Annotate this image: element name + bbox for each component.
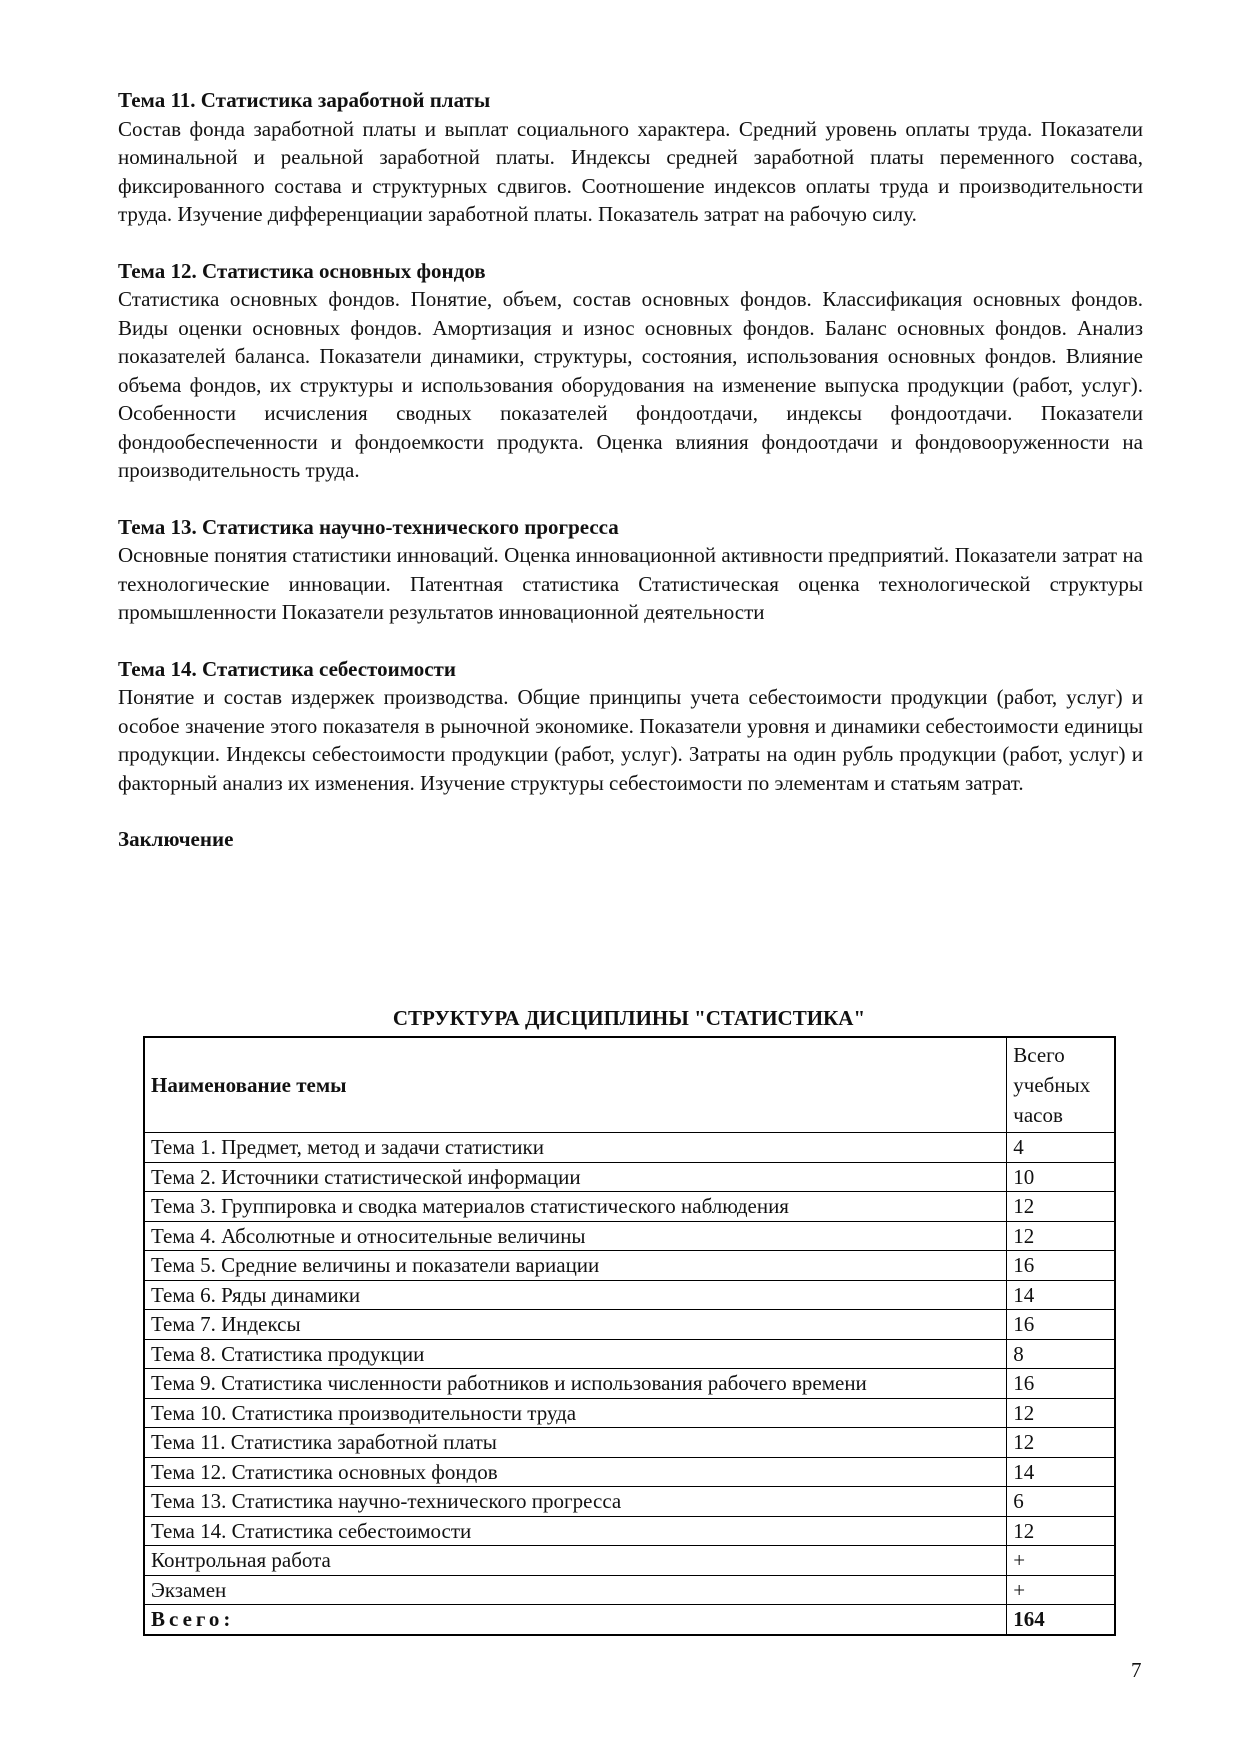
topic-hours: + bbox=[1007, 1546, 1115, 1576]
topic-hours: 12 bbox=[1007, 1398, 1115, 1428]
table-row bbox=[144, 1133, 1115, 1163]
topic-hours: 6 bbox=[1007, 1487, 1115, 1517]
topic-name: Тема 13. Статистика научно-технического прогресса bbox=[144, 1487, 1007, 1517]
conclusion-heading: Заключение bbox=[118, 827, 234, 851]
table-row bbox=[144, 1221, 1115, 1251]
topic-name: Тема 1. Предмет, метод и задачи статистики bbox=[144, 1133, 1007, 1163]
section-topic-12 bbox=[118, 257, 1143, 485]
topic-hours: 16 bbox=[1007, 1369, 1115, 1399]
section-body: Понятие и состав издержек производства. Общие принципы учета себестоимости продукции (работ, услуг) и особое значение этого показателя в рыночной экономике. Показатели уровня и динамики себестоимости единицы продукции. Индексы себестоимости продукции (работ, услуг). Затраты на один рубль продукции (работ, услуг) и факторный анализ их изменения. Изучение структуры себестоимости по элементам и статьям затрат. bbox=[118, 685, 1143, 795]
table-row bbox=[144, 1310, 1115, 1340]
topic-hours: 14 bbox=[1007, 1457, 1115, 1487]
section-topic-14 bbox=[118, 655, 1143, 798]
topic-hours: + bbox=[1007, 1575, 1115, 1605]
section-body: Основные понятия статистики инноваций. Оценка инновационной активности предприятий. Показатели затрат на технологические инновации. Патентная статистика Статистическая оценка технологической структуры промышленности Показатели результатов инновационной деятельности bbox=[118, 543, 1143, 624]
topic-name: Тема 9. Статистика численности работников и использования рабочего времени bbox=[144, 1369, 1007, 1399]
document-page bbox=[118, 86, 1143, 854]
topic-hours: 10 bbox=[1007, 1162, 1115, 1192]
section-body: Состав фонда заработной платы и выплат социального характера. Средний уровень оплаты труда. Показатели номинальной и реальной заработной платы. Индексы средней заработной платы переменного состава, фиксированного состава и структурных сдвигов. Соотношение индексов оплаты труда и производительности труда. Изучение дифференциации заработной платы. Показатель затрат на рабочую силу. bbox=[118, 116, 1143, 226]
topic-hours: 12 bbox=[1007, 1516, 1115, 1546]
table-row bbox=[144, 1546, 1115, 1576]
table-row bbox=[144, 1280, 1115, 1310]
table-row bbox=[144, 1457, 1115, 1487]
section-title: Тема 13. Статистика научно-технического прогресса bbox=[118, 514, 619, 539]
topic-name: Тема 3. Группировка и сводка материалов статистического наблюдения bbox=[144, 1192, 1007, 1222]
total-row bbox=[144, 1605, 1115, 1635]
topic-hours: 16 bbox=[1007, 1310, 1115, 1340]
total-hours: 164 bbox=[1007, 1605, 1115, 1635]
topic-name: Тема 6. Ряды динамики bbox=[144, 1280, 1007, 1310]
topic-name: Тема 7. Индексы bbox=[144, 1310, 1007, 1340]
section-body: Статистика основных фондов. Понятие, объем, состав основных фондов. Классификация основных фондов. Виды оценки основных фондов. Амортизация и износ основных фондов. Баланс основных фондов. Анализ показателей баланса. Показатели динамики, структуры, состояния, использования основных фондов. Влияние объема фондов, их структуры и использования оборудования на изменение выпуска продукции (работ, услуг). Особенности исчисления сводных показателей фондоотдачи, индексы фондоотдачи. Показатели фондообеспеченности и фондоемкости продукта. Оценка влияния фондоотдачи и фондовооруженности на производительность труда. bbox=[118, 287, 1143, 482]
topic-name: Тема 8. Статистика продукции bbox=[144, 1339, 1007, 1369]
topic-hours: 14 bbox=[1007, 1280, 1115, 1310]
topic-name: Контрольная работа bbox=[144, 1546, 1007, 1576]
section-topic-11 bbox=[118, 86, 1143, 229]
table-header-row bbox=[144, 1037, 1115, 1133]
section-title: Тема 12. Статистика основных фондов bbox=[118, 258, 486, 283]
page-number: 7 bbox=[1131, 1658, 1142, 1682]
table-row bbox=[144, 1428, 1115, 1458]
total-label: Всего: bbox=[144, 1605, 1007, 1635]
table-row bbox=[144, 1192, 1115, 1222]
table-row bbox=[144, 1251, 1115, 1281]
header-total-hours: Всего учебных часов bbox=[1007, 1037, 1115, 1133]
table-row bbox=[144, 1162, 1115, 1192]
topic-hours: 8 bbox=[1007, 1339, 1115, 1369]
topic-name: Тема 4. Абсолютные и относительные величины bbox=[144, 1221, 1007, 1251]
topic-name: Тема 10. Статистика производительности труда bbox=[144, 1398, 1007, 1428]
topic-hours: 12 bbox=[1007, 1192, 1115, 1222]
discipline-structure-table bbox=[143, 1036, 1116, 1636]
table-row bbox=[144, 1516, 1115, 1546]
table-row bbox=[144, 1339, 1115, 1369]
topic-hours: 16 bbox=[1007, 1251, 1115, 1281]
section-topic-13 bbox=[118, 513, 1143, 627]
topic-name: Тема 14. Статистика себестоимости bbox=[144, 1516, 1007, 1546]
topic-hours: 12 bbox=[1007, 1428, 1115, 1458]
table-row bbox=[144, 1575, 1115, 1605]
topic-name: Тема 2. Источники статистической информации bbox=[144, 1162, 1007, 1192]
table-row bbox=[144, 1369, 1115, 1399]
section-title: Тема 14. Статистика себестоимости bbox=[118, 656, 456, 681]
topic-name: Экзамен bbox=[144, 1575, 1007, 1605]
table-row bbox=[144, 1487, 1115, 1517]
header-topic-name: Наименование темы bbox=[144, 1037, 1007, 1133]
topic-name: Тема 12. Статистика основных фондов bbox=[144, 1457, 1007, 1487]
topic-hours: 12 bbox=[1007, 1221, 1115, 1251]
topic-name: Тема 5. Средние величины и показатели вариации bbox=[144, 1251, 1007, 1281]
table-row bbox=[144, 1398, 1115, 1428]
section-title: Тема 11. Статистика заработной платы bbox=[118, 88, 491, 112]
topic-name: Тема 11. Статистика заработной платы bbox=[144, 1428, 1007, 1458]
table-title: СТРУКТУРА ДИСЦИПЛИНЫ "СТАТИСТИКА" bbox=[392, 1006, 866, 1030]
topic-hours: 4 bbox=[1007, 1133, 1115, 1163]
